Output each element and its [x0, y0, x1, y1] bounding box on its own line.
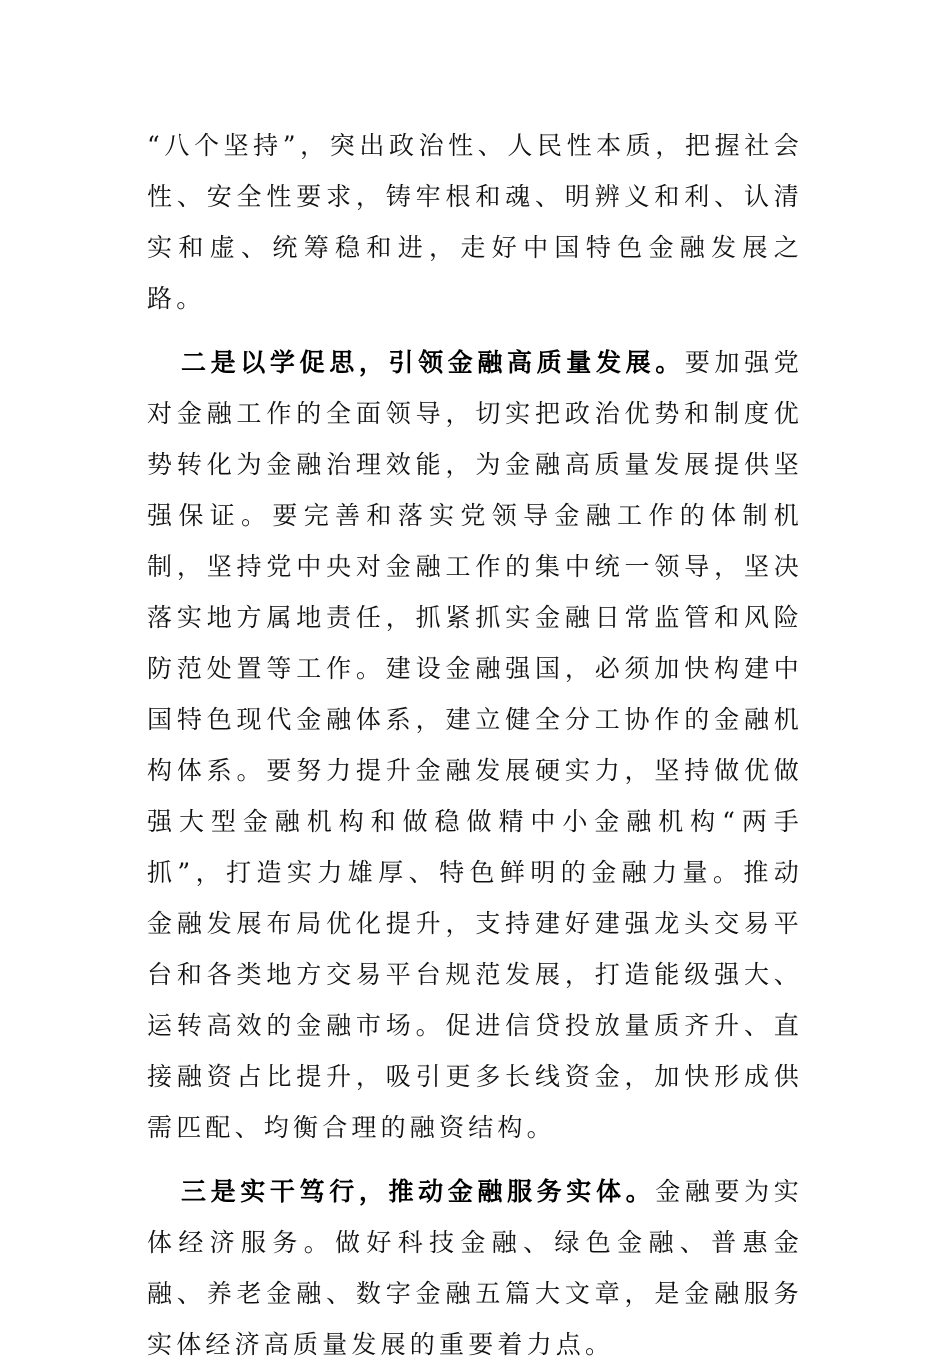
paragraph-text: 金融要为实体经济服务。做好科技金融、绿色金融、普惠金融、养老金融、数字金融五篇大文章，是金融服务实体经济高质量发展的重要着力点。 [147, 1177, 803, 1359]
paragraph-text: 要加强党对金融工作的全面领导，切实把政治优势和制度优势转化为金融治理效能，为金融高质量发展提供坚强保证。要完善和落实党领导金融工作的体制机制，坚持党中央对金融工作的集中统一领导，坚决落实地方属地责任，抓紧抓实金融日常监管和风险防范处置等工作。建设金融强国，必须加快构建中国特色现代金融体系，建立健全分工协作的金融机构体系。要努力提升金融发展硬实力，坚持做优做强大型金融机构和做稳做精中小金融机构“两手抓”，打造实力雄厚、特色鲜明的金融力量。推动金融发展布局优化提升，支持建好建强龙头交易平台和各类地方交易平台规范发展，打造能级强大、运转高效的金融市场。促进信贷投放量质齐升、直接融资占比提升，吸引更多长线资金，加快形成供需匹配、均衡合理的融资结构。 [147, 348, 803, 1142]
section-three-heading: 三是实干笃行，推动金融服务实体。 [181, 1177, 656, 1206]
paragraph-text: “八个坚持”，突出政治性、人民性本质，把握社会性、安全性要求，铸牢根和魂、明辨义和利、认清实和虚、统筹稳和进，走好中国特色金融发展之路。 [147, 131, 803, 313]
paragraph-section-two [147, 337, 803, 1153]
document-body [147, 120, 803, 1370]
paragraph-continuation [147, 120, 803, 324]
section-two-heading: 二是以学促思，引领金融高质量发展。 [181, 348, 685, 377]
paragraph-section-three [147, 1166, 803, 1370]
